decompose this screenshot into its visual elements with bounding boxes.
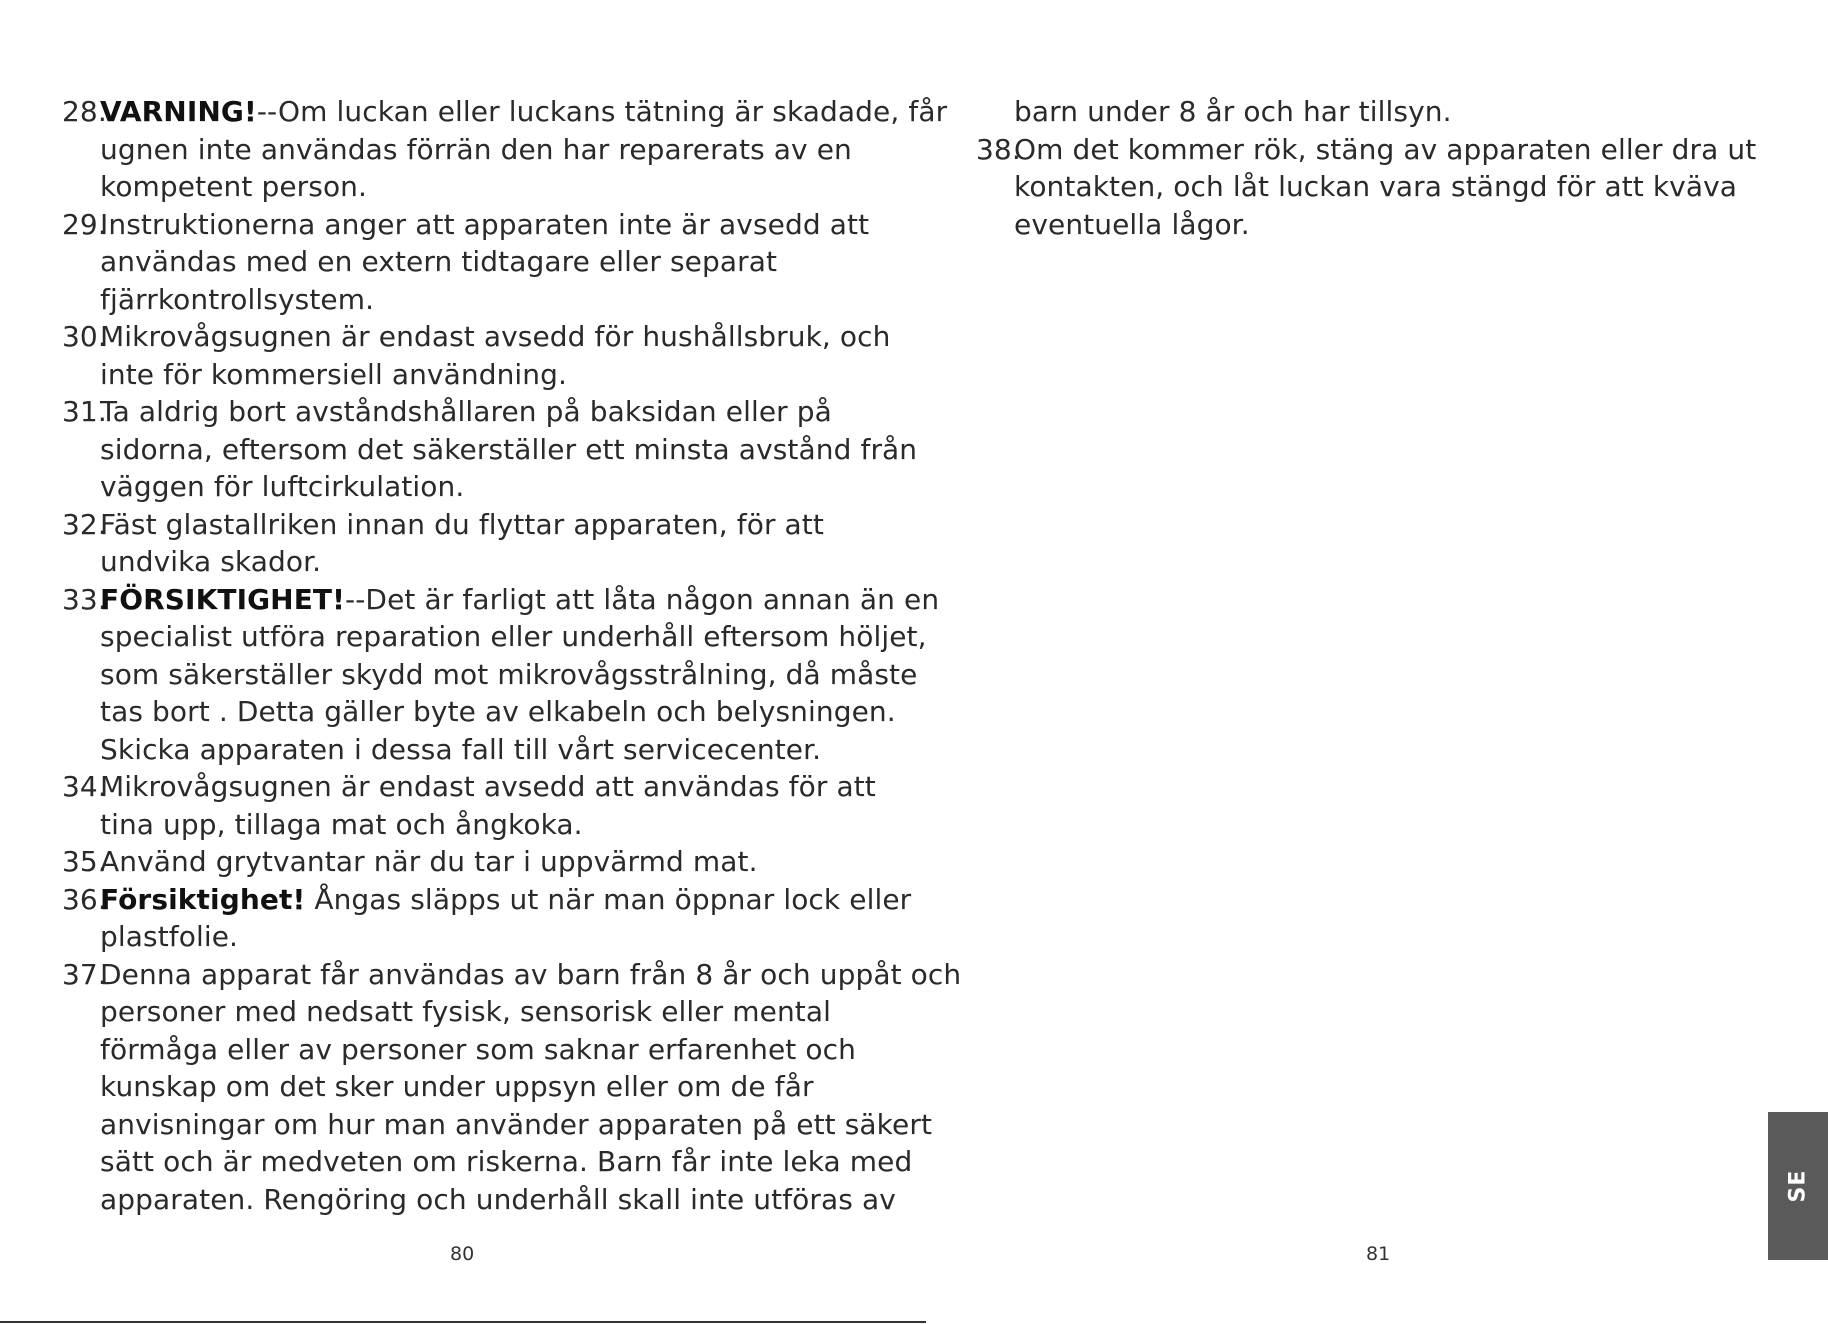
item-body xyxy=(100,881,911,956)
item-line xyxy=(100,806,876,844)
item-line xyxy=(100,768,876,806)
list-item xyxy=(62,768,876,843)
item-line xyxy=(100,731,939,769)
item-line xyxy=(100,1106,961,1144)
line-text: tina upp, tillaga mat och ångkoka. xyxy=(100,807,583,841)
line-text: Skicka apparaten i dessa fall till vårt servicecenter. xyxy=(100,732,822,766)
item-number: 29. xyxy=(62,207,107,241)
line-text: förmåga eller av personer som saknar erfarenhet och xyxy=(100,1032,856,1066)
line-text: tas bort . Detta gäller byte av elkabeln och belysningen. xyxy=(100,695,896,728)
item-line xyxy=(100,168,947,206)
item-number: 32. xyxy=(62,507,107,541)
line-text: Denna apparat får användas av barn från 8 år och uppåt och xyxy=(100,957,962,991)
item-line xyxy=(100,506,862,544)
item-body xyxy=(100,506,862,581)
list-item xyxy=(62,318,891,393)
list-item xyxy=(976,131,1757,244)
warning-label: Försiktighet! xyxy=(100,882,306,916)
page-number-right: 81 xyxy=(1366,1243,1391,1265)
line-text: ugnen inte användas förrän den har reparerats av en xyxy=(100,132,852,166)
item-line xyxy=(100,206,869,244)
line-text: apparaten. Rengöring och underhåll skall inte utföras av xyxy=(100,1182,896,1216)
list-item xyxy=(62,956,962,1219)
item-body xyxy=(1014,131,1756,244)
item-number: 36. xyxy=(62,882,107,916)
line-text: anvisningar om hur man använder apparaten på ett säkert xyxy=(100,1107,933,1141)
right-page xyxy=(914,0,1828,1324)
line-text: sätt och är medveten om riskerna. Barn får inte leka med xyxy=(100,1145,913,1178)
line-text: användas med en extern tidtagare eller separat xyxy=(100,245,778,278)
line-text: plastfolie. xyxy=(100,920,239,953)
item-number: 34. xyxy=(62,770,107,803)
line-text: undvika skador. xyxy=(100,545,322,578)
warning-label: FÖRSIKTIGHET! xyxy=(100,582,346,616)
line-text: Ta aldrig bort avståndshållaren på baksidan eller på xyxy=(100,395,832,428)
line-text: Fäst glastallriken innan du flyttar apparaten, för att xyxy=(100,507,824,541)
item-line xyxy=(100,843,862,881)
bottom-rule xyxy=(0,1321,926,1323)
item-line xyxy=(100,468,917,506)
item-number: 28. xyxy=(62,95,107,128)
item-line xyxy=(1014,206,1756,244)
line-text: väggen för luftcirkulation. xyxy=(100,470,465,503)
item-body xyxy=(100,843,862,881)
line-text: Mikrovågsugnen är endast avsedd att användas för att xyxy=(100,770,876,803)
line-text: fjärrkontrollsystem. xyxy=(100,282,375,316)
line-text: kontakten, och låt luckan vara stängd för att kväva xyxy=(1014,170,1738,203)
item-line xyxy=(100,281,869,319)
line-text: Mikrovågsugnen är endast avsedd för hushållsbruk, och xyxy=(100,320,891,353)
item-line xyxy=(100,656,939,694)
item-line xyxy=(100,993,961,1031)
item-body xyxy=(100,956,961,1219)
item-line xyxy=(1014,168,1756,206)
item-line xyxy=(100,881,911,919)
continued-text xyxy=(976,93,1696,131)
item-line xyxy=(100,318,891,356)
item-line xyxy=(100,1143,961,1181)
item-line xyxy=(100,618,939,656)
item-line xyxy=(100,918,911,956)
item-line xyxy=(1014,131,1756,169)
item-body xyxy=(100,93,947,206)
warning-label: VARNING! xyxy=(100,95,257,128)
list-item xyxy=(62,93,948,206)
page-number-left: 80 xyxy=(450,1243,475,1265)
list-item xyxy=(62,881,912,956)
language-tab xyxy=(1768,1112,1828,1260)
item-number: 33. xyxy=(62,582,107,616)
line-text: Instruktionerna anger att apparaten inte är avsedd att xyxy=(100,207,870,241)
language-tab-label: SE xyxy=(1785,1169,1811,1203)
item-line xyxy=(100,393,917,431)
line-text: kompetent person. xyxy=(100,170,368,203)
right-column xyxy=(976,93,1757,243)
item-line xyxy=(100,1031,961,1069)
item-body xyxy=(100,768,876,843)
list-item xyxy=(62,393,918,506)
list-item xyxy=(62,506,862,581)
item-line xyxy=(100,693,939,731)
item-line xyxy=(100,581,939,619)
list-item xyxy=(62,206,870,319)
item-line xyxy=(100,1068,961,1106)
item-body xyxy=(100,581,939,769)
line-text: --Om luckan eller luckans tätning är skadade, får xyxy=(256,95,948,128)
line-text: personer med nedsatt fysisk, sensorisk eller mental xyxy=(100,995,832,1028)
item-number: 37. xyxy=(62,957,107,991)
item-number: 30. xyxy=(62,320,107,353)
item-line xyxy=(100,356,891,394)
item-line xyxy=(100,543,862,581)
item-line xyxy=(100,1181,961,1219)
item-body xyxy=(100,318,891,393)
line-text: specialist utföra reparation eller underhåll eftersom höljet, xyxy=(100,620,927,653)
item-number: 38. xyxy=(976,132,1021,166)
item-number: 31. xyxy=(62,395,107,428)
item-line xyxy=(100,93,947,131)
continued-line: barn under 8 år och har tillsyn. xyxy=(1014,95,1452,128)
line-text: som säkerställer skydd mot mikrovågsstrålning, då måste xyxy=(100,657,918,691)
line-text: Använd grytvantar när du tar i uppvärmd mat. xyxy=(100,845,758,878)
item-number: 35. xyxy=(62,845,107,878)
item-line xyxy=(100,956,961,994)
line-text: eventuella lågor. xyxy=(1014,207,1250,241)
item-body xyxy=(100,206,869,319)
line-text: Ångas släpps ut när man öppnar lock eller xyxy=(305,882,912,916)
item-line xyxy=(100,131,947,169)
item-body xyxy=(100,393,917,506)
left-column xyxy=(62,93,962,1218)
line-text: --Det är farligt att låta någon annan än en xyxy=(345,582,940,616)
list-item xyxy=(62,581,940,769)
item-line xyxy=(100,431,917,469)
item-line xyxy=(100,243,869,281)
line-text: kunskap om det sker under uppsyn eller om de får xyxy=(100,1070,814,1103)
list-item xyxy=(62,843,862,881)
line-text: inte för kommersiell användning. xyxy=(100,357,568,391)
line-text: Om det kommer rök, stäng av apparaten eller dra ut xyxy=(1014,132,1757,166)
line-text: sidorna, eftersom det säkerställer ett minsta avstånd från xyxy=(100,432,918,466)
